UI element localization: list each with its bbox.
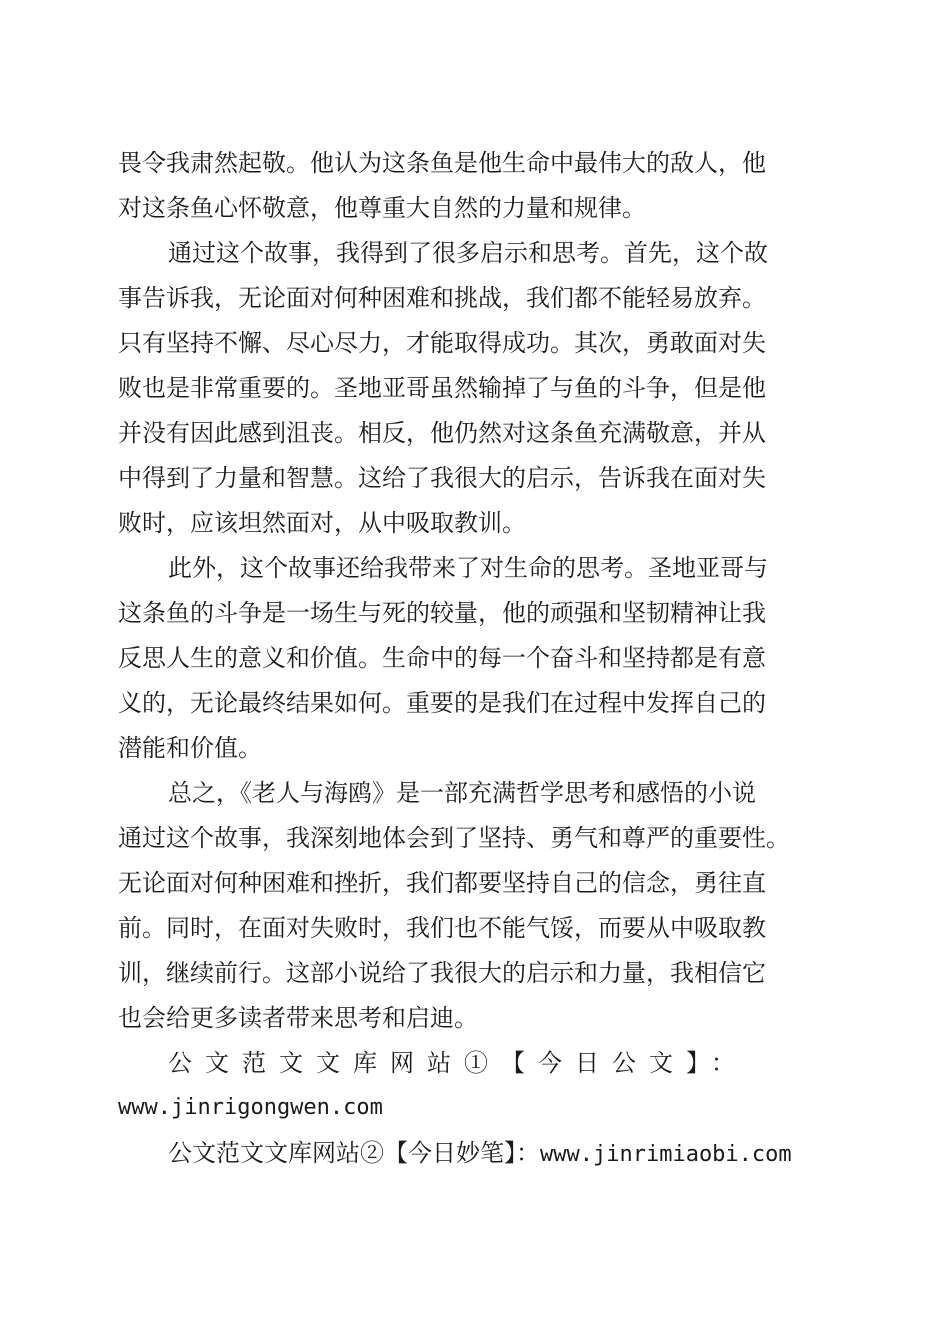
text-line: 无论面对何种困难和挫折，我们都要坚持自己的信念，勇往直 — [118, 869, 766, 897]
text-line: 败时，应该坦然面对，从中吸取教训。 — [118, 509, 526, 537]
text-line: 潜能和价值。 — [118, 734, 262, 762]
text-line: 通过这个故事，我深刻地体会到了坚持、勇气和尊严的重要性。 — [118, 824, 790, 852]
paragraph-start: 通过这个故事，我得到了很多启示和思考。首先，这个故 — [168, 239, 768, 267]
footer-site2-url[interactable]: www.jinrimiaobi.com — [540, 1142, 792, 1167]
footer-site1-label: 公文范文文库网站①【今日公文】： — [168, 1049, 748, 1077]
text-line: 反思人生的意义和价值。生命中的每一个奋斗和坚持都是有意 — [118, 644, 766, 672]
text-line: 并没有因此感到沮丧。相反，他仍然对这条鱼充满敬意，并从 — [118, 419, 766, 447]
footer-site2-label: 公文范文文库网站②【今日妙笔】： — [168, 1139, 540, 1167]
text-line: 畏令我肃然起敬。他认为这条鱼是他生命中最伟大的敌人，他 — [118, 149, 766, 177]
text-line: 前。同时，在面对失败时，我们也不能气馁，而要从中吸取教 — [118, 914, 766, 942]
text-line: 对这条鱼心怀敬意，他尊重大自然的力量和规律。 — [118, 194, 646, 222]
footer-site2 — [168, 1138, 830, 1170]
footer-site1-url[interactable]: www.jinrigongwen.com — [118, 1095, 383, 1120]
text-line: 败也是非常重要的。圣地亚哥虽然输掉了与鱼的斗争，但是他 — [118, 374, 766, 402]
text-line: 训，继续前行。这部小说给了我很大的启示和力量，我相信它 — [118, 959, 766, 987]
text-line: 只有坚持不懈、尽心尽力，才能取得成功。其次，勇敢面对失 — [118, 329, 766, 357]
paragraph-start: 此外，这个故事还给我带来了对生命的思考。圣地亚哥与 — [168, 554, 768, 582]
paragraph-start: 总之，《老人与海鸥》是一部充满哲学思考和感悟的小说 — [168, 779, 756, 807]
text-line: 事告诉我，无论面对何种困难和挑战，我们都不能轻易放弃。 — [118, 284, 766, 312]
text-line: 这条鱼的斗争是一场生与死的较量，他的顽强和坚韧精神让我 — [118, 599, 766, 627]
text-line: 义的，无论最终结果如何。重要的是我们在过程中发挥自己的 — [118, 689, 766, 717]
text-line: 也会给更多读者带来思考和启迪。 — [118, 1004, 478, 1032]
text-line: 中得到了力量和智慧。这给了我很大的启示，告诉我在面对失 — [118, 464, 766, 492]
